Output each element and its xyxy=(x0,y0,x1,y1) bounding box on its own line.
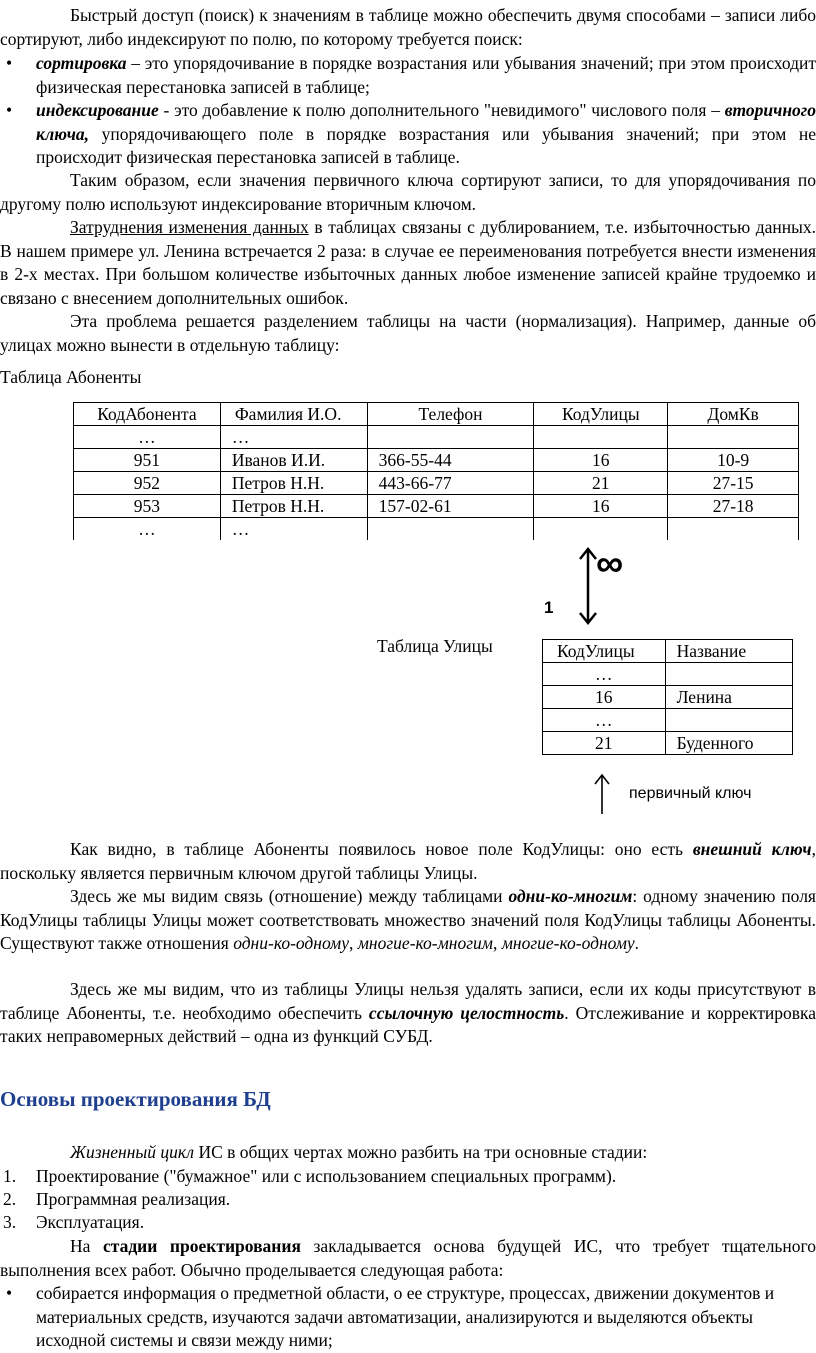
table-row xyxy=(543,663,793,686)
term-referential-integrity: ссылочную целостность xyxy=(368,1002,565,1023)
table-cell: 157-02-61 xyxy=(367,495,534,518)
list-item xyxy=(0,1211,816,1235)
table-cell: 443-66-77 xyxy=(367,472,534,495)
paragraph-design-stage xyxy=(0,1235,816,1282)
rel-text-b: : одному значению поля КодУлицы таблицы Улицы может соответствовать множество значений поля КодУлицы таблицы Абоненты. Существуют также отношения xyxy=(0,886,816,953)
table-cell: 27-18 xyxy=(668,495,799,518)
bullet-info-gathering xyxy=(0,1282,816,1350)
table-cell: Ленина xyxy=(665,686,792,709)
table-cell: 21 xyxy=(534,472,668,495)
table-cell: … xyxy=(74,426,221,449)
table-cell: 951 xyxy=(74,449,221,472)
table-cell xyxy=(668,426,799,449)
integrity-text-b: . Отслеживание и корректировка таких неправомерных действий – одна из функций СУБД. xyxy=(0,1002,816,1046)
table-cell: … xyxy=(74,518,221,541)
underlined-term: Затруднения изменения данных xyxy=(70,217,309,237)
data-change-text: в таблицах связаны с дублированием, т.е. избыточностью данных. В нашем примере ул. Ленина встречается 2 раза: в случае ее переименования потребуется внести изменения в 2-х местах. При большом количестве избыточных данных любое изменение записей крайне трудоемко и связано с внесением дополнительных ошибок. xyxy=(0,217,816,308)
term-design-stage: стадии проектирования xyxy=(103,1236,301,1256)
table-cell: 10-9 xyxy=(668,449,799,472)
section-heading: Основы проектирования БД xyxy=(0,1087,271,1111)
table-cell: 21 xyxy=(543,732,666,755)
table-cell: Иванов И.И. xyxy=(220,449,367,472)
list-text: Программная реализация. xyxy=(36,1189,231,1209)
subscribers-table xyxy=(73,402,799,540)
rel-sep: , xyxy=(492,933,502,953)
table-row xyxy=(543,709,793,732)
term-secondary-key: вторичного ключа, xyxy=(36,100,816,144)
bullet-dot-icon: • xyxy=(6,53,13,73)
table-cell: 16 xyxy=(534,449,668,472)
table-header-cell: Телефон xyxy=(367,403,534,426)
paragraph-integrity xyxy=(0,978,816,1049)
primary-key-text: Таким образом, если значения первичного ключа сортируют записи, то для упорядочивания по другому полю используют индексирование вторичным ключом. xyxy=(0,170,816,214)
table-cell xyxy=(367,426,534,449)
design-text-c: закладывается основа будущей ИС, что требует тщательного выполнения всех работ. Обычно проделывается следующая работа: xyxy=(0,1236,816,1280)
table2-caption: Таблица Улицы xyxy=(377,636,493,656)
list-text: Эксплуатация. xyxy=(36,1212,145,1232)
up-arrow-icon xyxy=(592,772,612,816)
rel-text-a: Здесь же мы видим связь (отношение) между таблицами xyxy=(70,886,509,906)
lifecycle-text: ИС в общих чертах можно разбить на три основные стадии: xyxy=(194,1142,648,1162)
table-cell: … xyxy=(543,709,666,732)
table-cell: … xyxy=(220,518,367,541)
rel-sep: , xyxy=(349,933,358,953)
table-row xyxy=(74,472,799,495)
sorting-definition: – это упорядочивание в порядке возрастания или убывания значений; при этом происходит физическая перестановка записей в таблице; xyxy=(36,53,816,97)
rel-end: . xyxy=(634,933,640,953)
paragraph-lifecycle xyxy=(0,1141,816,1165)
term-lifecycle: Жизненный цикл xyxy=(70,1142,195,1162)
table-header-cell: КодУлицы xyxy=(543,640,666,663)
table-cell: … xyxy=(543,663,666,686)
design-text-a: На xyxy=(70,1236,103,1256)
many-symbol: ∞ xyxy=(596,543,624,585)
table-cell xyxy=(665,663,792,686)
table-header-row xyxy=(74,403,799,426)
bullet-sorting xyxy=(0,52,816,99)
table-cell: Петров Н.Н. xyxy=(220,495,367,518)
paragraph-primary-key xyxy=(0,169,816,216)
primary-key-label: первичный ключ xyxy=(629,785,752,802)
table-header-cell: Фамилия И.О. xyxy=(220,403,367,426)
table-row xyxy=(543,686,793,709)
list-number: 2. xyxy=(3,1189,17,1209)
bullet-dot-icon: • xyxy=(6,1283,13,1303)
list-item xyxy=(0,1165,816,1189)
term-many-to-one: многие-ко-одному xyxy=(501,933,635,953)
bullet-text: собирается информация о предметной области, о ее структуре, процессах, движении документов и материальных средств, изучаются задачи автоматизации, анализируются и выделяются объекты исходной системы и связи между ними; xyxy=(36,1283,775,1350)
indexing-definition-start: - это добавление к полю дополнительного "невидимого" числового поля – xyxy=(158,100,725,120)
table-row xyxy=(74,495,799,518)
table-cell xyxy=(367,518,534,541)
bullet-indexing xyxy=(0,99,816,169)
table-header-cell: Название xyxy=(665,640,792,663)
paragraph-intro xyxy=(0,4,816,51)
list-number: 1. xyxy=(3,1166,17,1186)
normalization-text: Эта проблема решается разделением таблицы на части (нормализация). Например, данные об улицах можно вынести в отдельную таблицу: xyxy=(0,311,816,355)
table-cell: … xyxy=(220,426,367,449)
one-symbol: 1 xyxy=(544,598,554,617)
table-row xyxy=(74,518,799,541)
term-sorting: сортировка xyxy=(36,53,127,73)
table-cell: 16 xyxy=(543,686,666,709)
table-cell xyxy=(665,709,792,732)
table-row xyxy=(74,426,799,449)
fk-text-b: , поскольку является первичным ключом другой таблицы Улицы. xyxy=(0,839,816,883)
list-number: 3. xyxy=(3,1212,17,1232)
table-header-cell: ДомКв xyxy=(668,403,799,426)
table-cell: 16 xyxy=(534,495,668,518)
table-row xyxy=(74,449,799,472)
term-one-to-one: одни-ко-одному xyxy=(233,933,349,953)
bullet-dot-icon: • xyxy=(6,100,13,120)
list-item xyxy=(0,1188,816,1212)
table-header-cell: КодУлицы xyxy=(534,403,668,426)
table-cell xyxy=(534,426,668,449)
table-header-row xyxy=(543,640,793,663)
table-header-cell: КодАбонента xyxy=(74,403,221,426)
table-cell: Петров Н.Н. xyxy=(220,472,367,495)
table-cell: 27-15 xyxy=(668,472,799,495)
paragraph-normalization xyxy=(0,310,816,357)
table-cell xyxy=(668,518,799,541)
term-many-to-many: многие-ко-многим xyxy=(357,933,493,953)
intro-text: Быстрый доступ (поиск) к значениям в таблице можно обеспечить двумя способами – записи либо сортируют, либо индексируют по полю, по которому требуется поиск: xyxy=(0,5,816,49)
indexing-definition-end: упорядочивающего поле в порядке возрастания или убывания значений; при этом не происходит физическая перестановка записей в таблице. xyxy=(36,123,816,167)
table-cell xyxy=(534,518,668,541)
fk-text-a: Как видно, в таблице Абоненты появилось новое поле КодУлицы: оно есть xyxy=(70,839,693,859)
list-text: Проектирование ("бумажное" или с использованием специальных программ). xyxy=(36,1166,617,1186)
table-cell: 953 xyxy=(74,495,221,518)
streets-table xyxy=(542,639,793,755)
term-indexing: индексирование xyxy=(36,100,159,120)
paragraph-foreign-key xyxy=(0,838,816,885)
paragraph-relationship xyxy=(0,885,816,956)
table-cell: 952 xyxy=(74,472,221,495)
table1-caption: Таблица Абоненты xyxy=(0,367,142,387)
table-cell: 366-55-44 xyxy=(367,449,534,472)
term-foreign-key: внешний ключ xyxy=(692,839,812,859)
table-cell: Буденного xyxy=(665,732,792,755)
term-one-to-many: одни-ко-многим xyxy=(508,886,633,906)
paragraph-data-change xyxy=(0,216,816,310)
integrity-text-a: Здесь же мы видим, что из таблицы Улицы нельзя удалять записи, если их коды присутствуют в таблице Абоненты, т.е. необходимо обеспечить xyxy=(0,979,816,1023)
table-row xyxy=(543,732,793,755)
